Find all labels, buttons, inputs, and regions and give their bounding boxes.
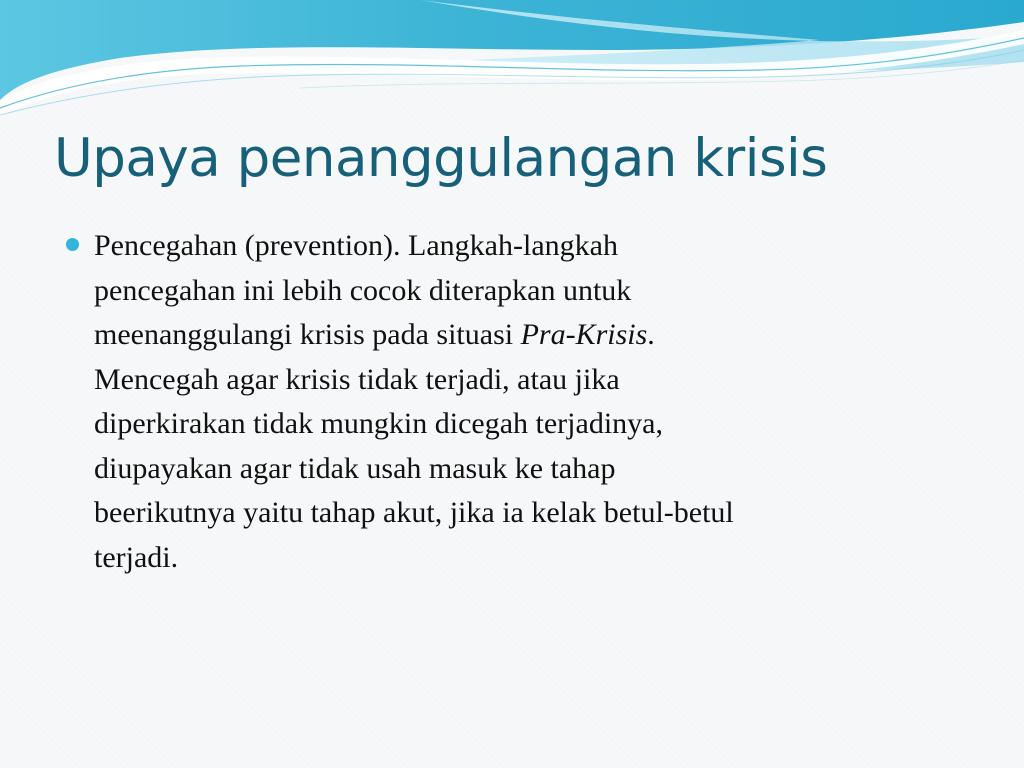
bullet-line-7: beerikutnya yaitu tahap akut, jika ia kelak betul-betul bbox=[94, 496, 734, 529]
bullet-line-5: diperkirakan tidak mungkin dicegah terjadinya, bbox=[94, 407, 663, 440]
bullet-line-2: pencegahan ini lebih cocok diterapkan untuk bbox=[94, 273, 632, 307]
bullet-line-6: diupayakan agar tidak usah masuk ke tahap bbox=[94, 451, 616, 485]
header-wave-decoration bbox=[0, 0, 1024, 130]
bullet-line-8: terjadi. bbox=[94, 540, 179, 574]
bullet-line-4: Mencegah agar krisis tidak terjadi, atau jika bbox=[94, 362, 620, 396]
bullet-line-3-period: . bbox=[647, 318, 655, 351]
bullet-line-3 bbox=[94, 313, 956, 358]
pra-krisis-emphasis: Pra-Krisis bbox=[520, 318, 648, 351]
bullet-item bbox=[66, 224, 956, 580]
slide-title: Upaya penanggulangan krisis bbox=[54, 128, 828, 189]
bullet-line-3-text: meenanggulangi krisis pada situasi bbox=[94, 318, 521, 351]
bullet-line-1: Pencegahan (prevention). Langkah-langkah bbox=[94, 229, 618, 262]
slide-content bbox=[66, 224, 956, 580]
bullet-dot-icon bbox=[66, 238, 79, 251]
